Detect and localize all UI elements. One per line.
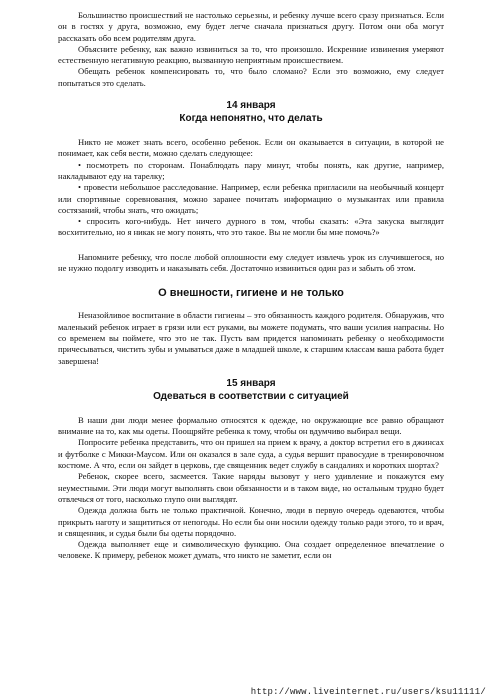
paragraph: Напомните ребенку, что после любой оплошности ему следует извлечь урок из случившегося, но не нужно подолгу изводить и наказывать себя. Достаточно извиниться один раз и забыть об этом.: [58, 251, 444, 274]
entry-title: Одеваться в соответствии с ситуацией: [153, 390, 349, 402]
paragraph: Объясните ребенку, как важно извиниться за то, что произошло. Искренние извинения умеряют естественную негативную реакцию, вызванную неприятным происшествием.: [58, 43, 444, 66]
paragraph: Одежда выполняет еще и символическую функцию. Она создает определенное впечатление о человеке. К примеру, ребенок может думать, что никто не заметит, если он: [58, 539, 444, 561]
document-page: [58, 10, 444, 562]
paragraph: Одежда должна быть не только практичной. Конечно, люди в первую очередь одеваются, чтобы прикрыть наготу и защититься от непогоды. Но если бы они носили одежду только ради этого, то и врач, и священник, и судья были бы одеты порядочно.: [58, 505, 444, 538]
watermark-url: http://www.liveinternet.ru/users/ksu11111/: [250, 687, 486, 697]
entry-heading-jan14: [58, 99, 444, 125]
entry-heading-jan15: [58, 377, 444, 403]
paragraph: Попросите ребенка представить, что он пришел на прием к врачу, а доктор встретил его в джинсах и футболке с Микки-Маусом. Или он оказался в зале суда, а судья вершит правосудие в тренировочном костюме. А что, если он зайдет в церковь, где священник ведет службу в сандалиях и коротких шортах?: [58, 437, 444, 471]
paragraph: Неназойливое воспитание в области гигиены – это обязанность каждого родителя. Обнаружив, что маленький ребенок играет в грязи или ест руками, вы можете подумать, что ваши усилия напрасны. Но со временем вы поймете, что это не так. Пусть вам придется напоминать ребенку о необходимости причесываться, чистить зубы и умываться даже в младшей школе, к старшим классам ваша работа будет завершена!: [58, 310, 444, 366]
bullet-item: • спросить кого-нибудь. Нет ничего дурного в том, чтобы сказать: «Эта закуска выглядит восхитительно, но я никак не могу понять, что это такое. Вы не могли бы мне помочь?»: [58, 216, 444, 238]
entry-title: Когда непонятно, что делать: [179, 113, 323, 125]
paragraph: Большинство происшествий не настолько серьезны, и ребенку лучше всего сразу признаться. Если он в гостях у друга, возможно, ему будет легче сначала признаться другу. Потом они оба могут рассказать обо всем родителям друга.: [58, 10, 444, 43]
paragraph: В наши дни люди менее формально относятся к одежде, но окружающие все равно обращают внимание на то, как мы одеты. Поощряйте ребенка к тому, чтобы он вдумчиво выбирал вещи.: [58, 414, 444, 437]
paragraph: Обещать ребенок компенсировать то, что было сломано? Если это возможно, ему следует попытаться это сделать.: [58, 66, 444, 88]
paragraph: Никто не может знать всего, особенно ребенок. Если он оказывается в ситуации, в которой не понимает, как себя вести, можно сделать следующее:: [58, 137, 444, 159]
paragraph: Ребенок, скорее всего, засмеется. Такие наряды вызовут у него удивление и покажутся ему неуместными. Эти люди могут выполнять свои обязанности и в таком виде, но остальным трудно будет отвлечься от того, насколько глупо они выглядят.: [58, 471, 444, 504]
entry-date: 15 января: [226, 377, 276, 389]
bullet-item: • провести небольшое расследование. Например, если ребенка пригласили на необычный концерт или спортивные соревнования, можно заранее почитать информацию о музыкантах или правила состязаний, чтобы знать, что ожидать;: [58, 182, 444, 215]
bullet-item: • посмотреть по сторонам. Понаблюдать пару минут, чтобы понять, как другие, например, накладывают еду на тарелку;: [58, 159, 444, 181]
section-title: О внешности, гигиене и не только: [158, 287, 344, 300]
entry-date: 14 января: [226, 100, 276, 112]
